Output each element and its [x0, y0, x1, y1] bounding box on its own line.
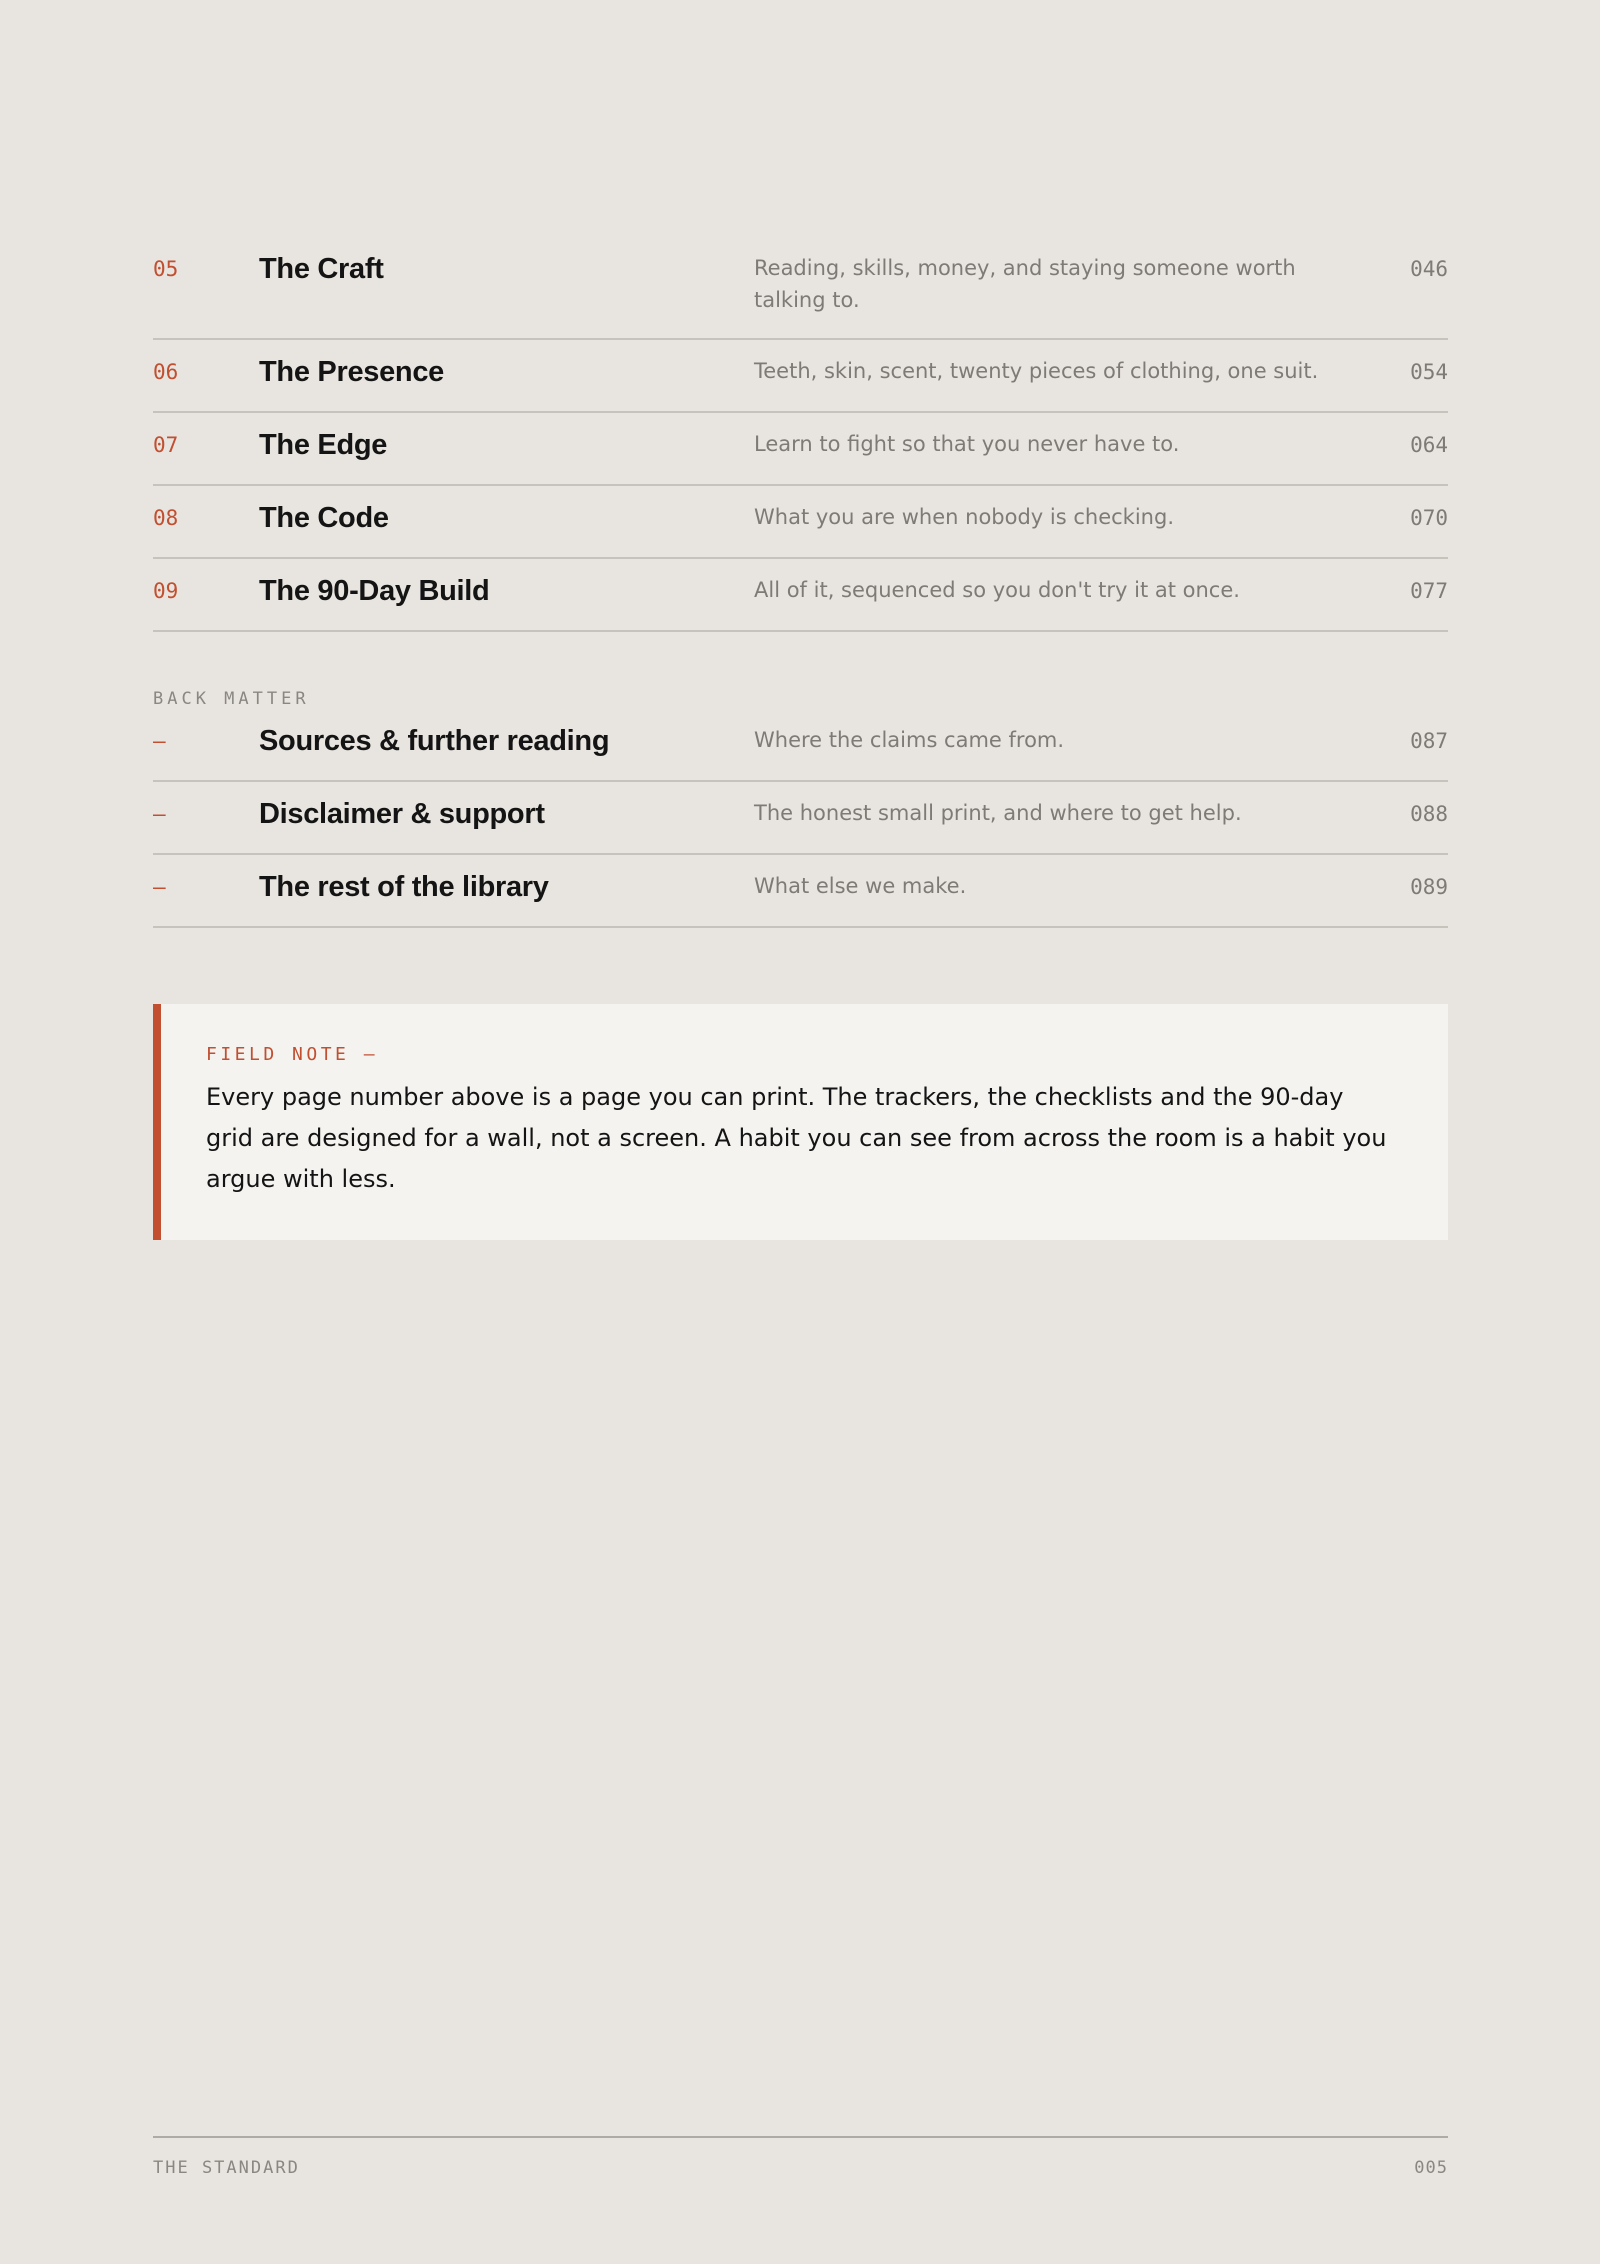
back-matter-description: Where the claims came from.	[754, 728, 1065, 752]
back-matter-heading: BACK MATTER	[153, 689, 310, 709]
chapter-description: What you are when nobody is checking.	[754, 505, 1174, 529]
chapter-page-number: 070	[1410, 506, 1448, 530]
chapter-title: The 90-Day Build	[259, 575, 490, 607]
back-matter-title: The rest of the library	[259, 871, 549, 903]
chapter-description: All of it, sequenced so you don't try it at once.	[754, 578, 1240, 602]
toc-row-sources[interactable]	[153, 709, 1448, 782]
chapter-title: The Edge	[259, 429, 388, 461]
page-footer	[153, 2136, 1448, 2178]
field-note-body: Every page number above is a page you can print. The trackers, the checklists and the 90-day grid are designed for a wall, not a screen. A habit you can see from across the room is a habit you argue with less.	[206, 1083, 1387, 1193]
chapter-number: 08	[153, 506, 179, 530]
chapter-page-number: 046	[1410, 257, 1448, 281]
back-matter-page-number: 089	[1410, 875, 1448, 899]
field-note-label: FIELD NOTE —	[206, 1044, 379, 1065]
toc-row-library[interactable]	[153, 855, 1448, 928]
back-matter-title: Sources & further reading	[259, 725, 610, 757]
toc-row-the-presence[interactable]	[153, 340, 1448, 413]
chapter-number: 09	[153, 579, 179, 603]
toc-row-the-craft[interactable]	[153, 240, 1448, 340]
toc-row-the-code[interactable]	[153, 486, 1448, 559]
back-matter-page-number: 088	[1410, 802, 1448, 826]
chapter-page-number: 054	[1410, 360, 1448, 384]
footer-publication-title: THE STANDARD	[153, 2158, 300, 2178]
chapter-number: 07	[153, 433, 179, 457]
chapter-number: 06	[153, 360, 179, 384]
table-of-contents	[153, 240, 1448, 1240]
chapter-description: Learn to fight so that you never have to.	[754, 432, 1180, 456]
toc-row-disclaimer[interactable]	[153, 782, 1448, 855]
dash-marker: —	[153, 802, 166, 826]
toc-row-the-90-day-build[interactable]	[153, 559, 1448, 632]
field-note-callout	[153, 1004, 1448, 1240]
chapter-page-number: 064	[1410, 433, 1448, 457]
chapter-title: The Presence	[259, 356, 444, 388]
chapter-description: Reading, skills, money, and staying someone worth talking to.	[754, 256, 1296, 312]
dash-marker: —	[153, 729, 166, 753]
back-matter-page-number: 087	[1410, 729, 1448, 753]
chapter-number: 05	[153, 257, 179, 281]
chapter-description: Teeth, skin, scent, twenty pieces of clothing, one suit.	[754, 359, 1319, 383]
chapter-title: The Craft	[259, 253, 384, 285]
footer-page-number: 005	[1414, 2158, 1448, 2178]
dash-marker: —	[153, 875, 166, 899]
chapter-title: The Code	[259, 502, 389, 534]
back-matter-description: What else we make.	[754, 874, 967, 898]
toc-row-the-edge[interactable]	[153, 413, 1448, 486]
chapter-page-number: 077	[1410, 579, 1448, 603]
back-matter-title: Disclaimer & support	[259, 798, 545, 830]
back-matter-description: The honest small print, and where to get help.	[754, 801, 1242, 825]
